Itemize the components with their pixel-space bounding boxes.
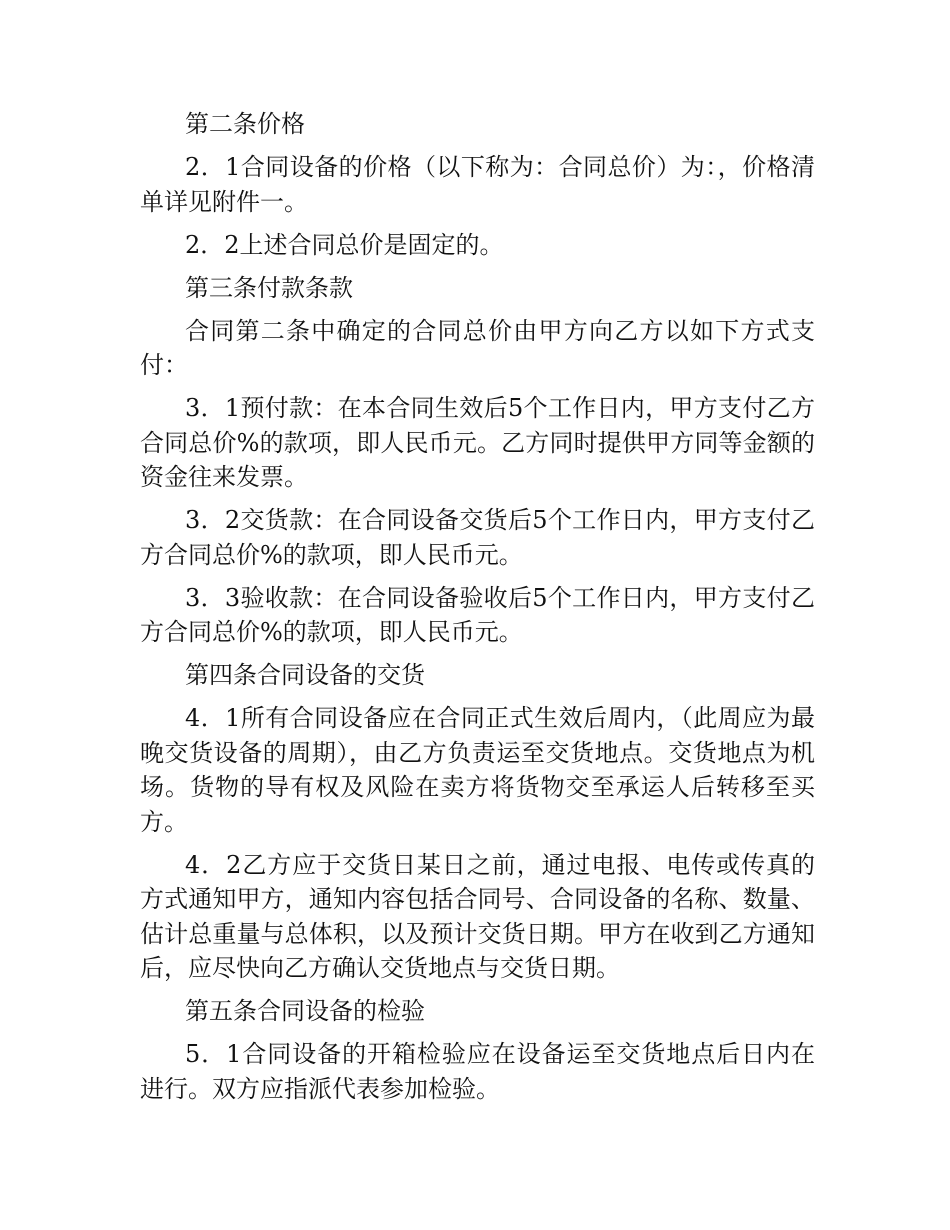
clause-4-1: 4．1所有合同设备应在合同正式生效后周内，（此周应为最晚交货设备的周期），由乙方负责运至交货地点。交货地点为机场。货物的导有权及风险在卖方将货物交至承运人后转移至买方。 [140, 704, 815, 836]
section-heading-delivery: 第四条合同设备的交货 [185, 661, 425, 689]
clause-2-2: 2．2上述合同总价是固定的。 [185, 230, 504, 259]
clause-4-2: 4．2乙方应于交货日某日之前，通过电报、电传或传真的方式通知甲方，通知内容包括合同号、合同设备的名称、数量、估计总重量与总体积，以及预计交货日期。甲方在收到乙方通知后，应尽快向乙方确认交货地点与交货日期。 [140, 850, 815, 982]
clause-2-1: 2．1合同设备的价格（以下称为：合同总价）为：，价格清单详见附件一。 [140, 153, 815, 216]
section-heading-inspection: 第五条合同设备的检验 [185, 997, 425, 1025]
clause-3-2: 3．2交货款：在合同设备交货后5个工作日内，甲方支付乙方合同总价%的款项，即人民币元。 [140, 506, 815, 569]
section-heading-payment: 第三条付款条款 [185, 273, 353, 302]
clause-3-3: 3．3验收款：在合同设备验收后5个工作日内，甲方支付乙方合同总价%的款项，即人民币元。 [140, 583, 815, 646]
clause-3-1: 3．1预付款：在本合同生效后5个工作日内，甲方支付乙方合同总价%的款项，即人民币元。乙方同时提供甲方同等金额的资金往来发票。 [140, 394, 815, 491]
document-body [140, 107, 815, 1115]
section-heading-price: 第二条价格 [185, 110, 305, 138]
payment-intro: 合同第二条中确定的合同总价由甲方向乙方以如下方式支付： [140, 316, 815, 379]
clause-5-1: 5．1合同设备的开箱检验应在设备运至交货地点后日内在进行。双方应指派代表参加检验。 [140, 1040, 815, 1103]
